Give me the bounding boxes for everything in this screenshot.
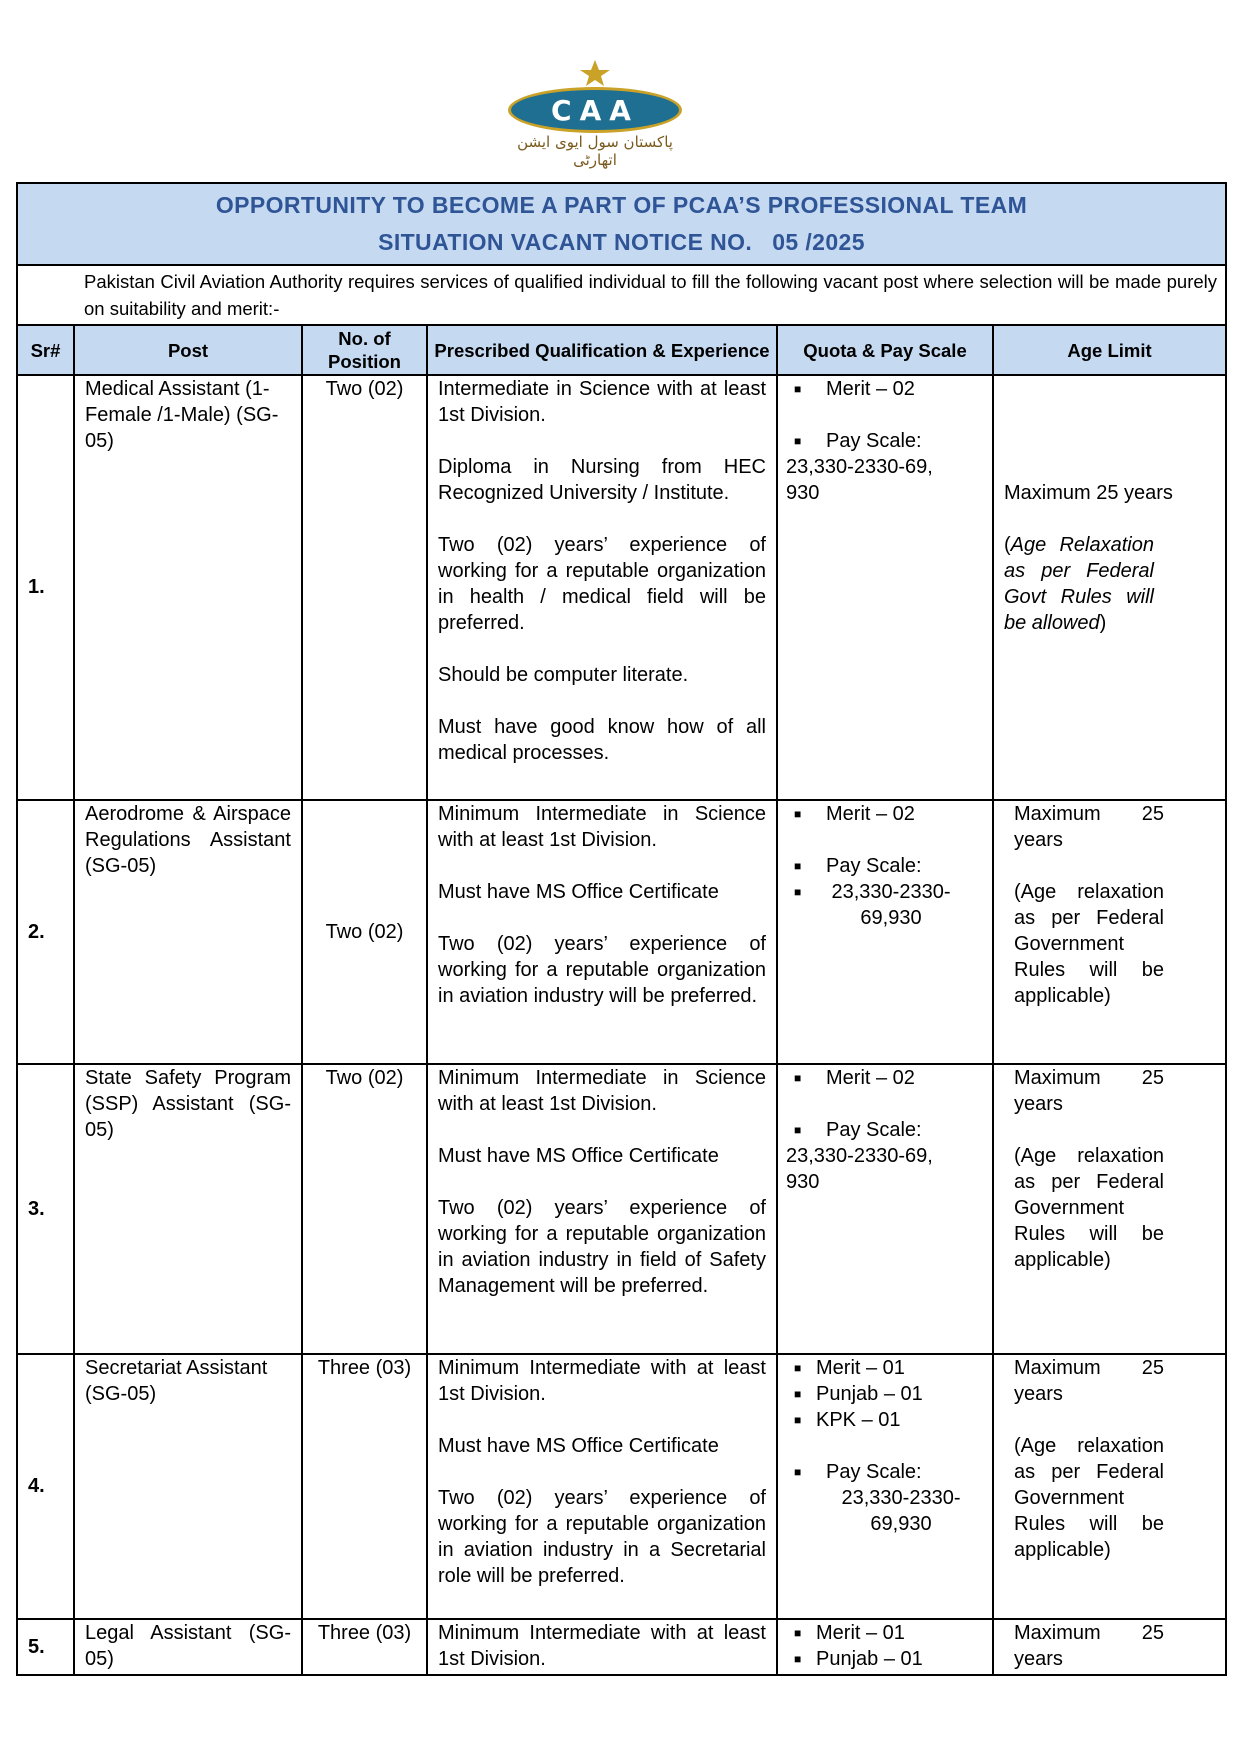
- table-row: [17, 1354, 1226, 1619]
- row-quota: ■ Merit – 01 ■ Punjab – 01: [777, 1619, 993, 1675]
- svg-text:CAA: CAA: [551, 94, 639, 127]
- bullet-icon: ■: [794, 1123, 802, 1137]
- bullet-icon: ■: [794, 1071, 802, 1085]
- row-qualification: Minimum Intermediate in Science with at least 1st Division. Must have MS Office Certificate Two (02) years’ experience of working for a reputable organization in aviation industry will be preferred.: [427, 800, 777, 1064]
- table-row: [17, 1619, 1226, 1675]
- header-positions: No. of Position: [302, 325, 427, 375]
- row-post: Secretariat Assistant (SG-05): [74, 1354, 302, 1619]
- row-post: Aerodrome & Airspace Regulations Assistant (SG-05): [74, 800, 302, 1064]
- bullet-icon: ■: [794, 807, 802, 821]
- row-positions: Two (02): [302, 375, 427, 800]
- row-sr: 2.: [17, 800, 74, 1064]
- caa-logo: [505, 58, 685, 169]
- bullet-icon: ■: [794, 1387, 802, 1401]
- header-age: Age Limit: [993, 325, 1226, 375]
- row-age: Maximum 25 years: [993, 1619, 1226, 1675]
- row-qualification: Minimum Intermediate in Science with at least 1st Division. Must have MS Office Certificate Two (02) years’ experience of working for a reputable organization in aviation industry in field of Safety Management will be preferred.: [427, 1064, 777, 1354]
- bullet-icon: ■: [794, 859, 802, 873]
- header-sr: Sr#: [17, 325, 74, 375]
- bullet-icon: ■: [794, 1626, 802, 1640]
- row-qualification: Minimum Intermediate with at least 1st Division.: [427, 1619, 777, 1675]
- bullet-icon: ■: [794, 434, 802, 448]
- title-line-1: OPPORTUNITY TO BECOME A PART OF PCAA’S PROFESSIONAL TEAM: [215, 192, 1028, 218]
- row-age: Maximum 25 years (Age relaxation as per Federal Government Rules will be applicable): [993, 1354, 1226, 1619]
- row-age: Maximum 25 years (Age Relaxation as per Federal Govt Rules will be allowed): [993, 375, 1226, 800]
- row-positions: Three (03): [302, 1619, 427, 1675]
- header-post: Post: [74, 325, 302, 375]
- row-quota: ■ Merit – 02 ■ Pay Scale: 23,330-2330-69,930: [777, 1064, 993, 1354]
- row-positions: Two (02): [302, 1064, 427, 1354]
- row-post: Medical Assistant (1-Female /1-Male) (SG-05): [74, 375, 302, 800]
- bullet-icon: ■: [794, 885, 802, 899]
- row-sr: 4.: [17, 1354, 74, 1619]
- bullet-icon: ■: [794, 1465, 802, 1479]
- row-qualification: Minimum Intermediate with at least 1st Division. Must have MS Office Certificate Two (02) years’ experience of working for a reputable organization in aviation industry in a Secretarial role will be preferred.: [427, 1354, 777, 1619]
- row-post: State Safety Program (SSP) Assistant (SG-05): [74, 1064, 302, 1354]
- row-post: Legal Assistant (SG-05): [74, 1619, 302, 1675]
- header-qualification: Prescribed Qualification & Experience: [427, 325, 777, 375]
- row-sr: 1.: [17, 375, 74, 800]
- bullet-icon: ■: [794, 1652, 802, 1666]
- header-quota: Quota & Pay Scale: [777, 325, 993, 375]
- row-quota: ■ Merit – 02 ■ Pay Scale: ■ 23,330-2330-69,930: [777, 800, 993, 1064]
- table-row: [17, 375, 1226, 800]
- row-positions: Three (03): [302, 1354, 427, 1619]
- bullet-icon: ■: [794, 382, 802, 396]
- bullet-icon: ■: [794, 1413, 802, 1427]
- row-age: Maximum 25 years (Age relaxation as per Federal Government Rules will be applicable): [993, 800, 1226, 1064]
- table-row: [17, 1064, 1226, 1354]
- caa-emblem-icon: [505, 58, 685, 133]
- notice-number: 05 /2025: [772, 229, 865, 255]
- notice-intro: Pakistan Civil Aviation Authority requires services of qualified individual to fill the following vacant post where selection will be made purely on suitability and merit:-: [17, 265, 1226, 325]
- bullet-icon: ■: [794, 1361, 802, 1375]
- row-qualification: Intermediate in Science with at least 1st Division. Diploma in Nursing from HEC Recognized University / Institute. Two (02) years’ experience of working for a reputable organization in health / medical field will be preferred. Should be computer literate. Must have good know how of all medical processes.: [427, 375, 777, 800]
- logo-urdu-text: پاکستان سول ایوی ایشن اتھارٹی: [517, 133, 673, 169]
- row-sr: 3.: [17, 1064, 74, 1354]
- notice-title: [17, 183, 1226, 265]
- table-row: [17, 800, 1226, 1064]
- row-sr: 5.: [17, 1619, 74, 1675]
- row-quota: ■ Merit – 02 ■ Pay Scale: 23,330-2330-69,930: [777, 375, 993, 800]
- table-header-row: [17, 325, 1226, 375]
- vacancy-table: [16, 182, 1227, 1676]
- title-line-2: SITUATION VACANT NOTICE NO.: [378, 229, 753, 255]
- row-positions: Two (02): [302, 800, 427, 1064]
- row-quota: ■ Merit – 01 ■ Punjab – 01 ■ KPK – 01 ■ Pay Scale: 23,330-2330-69,930: [777, 1354, 993, 1619]
- row-age: Maximum 25 years (Age relaxation as per Federal Government Rules will be applicable): [993, 1064, 1226, 1354]
